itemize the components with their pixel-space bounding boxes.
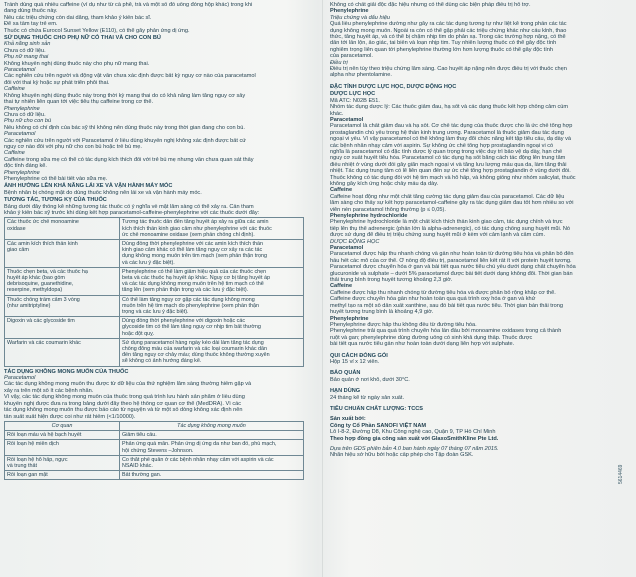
section-heading: TIÊU CHUẨN CHẤT LƯỢNG: TCCS [330, 405, 424, 412]
text-line: Bảo quản ở nơi khô, dưới 30°C. [330, 376, 410, 383]
cell-line: Rối loạn gan mật [7, 472, 48, 479]
text-line: Điều trị nên tùy theo triệu chứng lâm sàng. Cao huyết áp nặng nên được điều trị với thuốc chẹn [330, 66, 567, 73]
table-row [5, 471, 304, 480]
cell-line: Thuốc chẹn beta, và các thuốc hạ [7, 268, 88, 275]
text-line: độc tính đáng kể. [4, 163, 47, 170]
section-heading: DƯỢC LỰC HỌC [330, 91, 376, 98]
text-line: Nhóm tác dụng dược lý: Các thuốc giảm đau, hạ sốt và các dạng thuốc kết hợp chống cảm cúm [330, 104, 569, 111]
text-line: Không có chất giải độc đặc hiệu nhưng có thể dùng các biện pháp điều trị hỗ trợ. [330, 2, 531, 8]
cell-line: Bất thường gan. [122, 472, 162, 479]
table-cell-left [5, 440, 120, 455]
cell-line: tăng lên (xem phần thận trọng và các lưu ý đặc biệt). [122, 287, 249, 294]
text-line: Không khuyến nghị dùng thuốc này trong thời kỳ mang thai do có khả năng làm tăng nguy cơ sảy [4, 92, 246, 99]
spacer [330, 401, 620, 405]
text-line: tần suất xuất hiện được coi như rất hiếm (<1/10000). [4, 413, 136, 420]
table-row [5, 338, 304, 366]
text-line: thức, tăng huyết áp, và có thể bị chậm nhịp tim do phản xạ. Trong các trường hợp nặng, có thể [330, 34, 566, 41]
text-line: Mã ATC: N02B E51. [330, 97, 380, 104]
cell-line: Warfarin và các coumarin khác [7, 339, 81, 346]
left-text-block [4, 2, 314, 216]
text-line: điều nhiệt ở vùng dưới đồi gây giãn mạch ngoại vi và tăng lưu lượng máu qua da, làm tăng thải [330, 161, 567, 168]
cell-line: Rối loạn hệ miễn dịch [7, 441, 59, 448]
text-line: Paracetamol [4, 67, 36, 74]
text-line: Caffeine [330, 283, 353, 290]
text-line: Để xa tầm tay trẻ em. [4, 21, 58, 28]
table-cell-right [120, 240, 304, 268]
text-line: Phụ nữ cho con bú [4, 118, 52, 125]
text-line: DƯỢC ĐỘNG HỌC [330, 238, 380, 245]
text-line: thai tự nhiên liên quan tới việc tiêu thụ caffeine trong cơ thể. [4, 99, 154, 106]
section-heading: HẠN DÙNG [330, 388, 361, 395]
text-line: prostaglandin chủ yếu trong hệ thần kinh trung ương. Paracetamol là thuốc giảm đau tác dụng [330, 129, 564, 136]
text-line: dẫn tới lẫn lộn, ảo giác, tai biến và loạn nhịp tim. Tuy nhiên lượng thuốc có thể gây độc tính [330, 40, 557, 47]
section-heading: SỬ DỤNG THUỐC CHO PHỤ NỮ CÓ THAI VÀ CHO CON BÚ [4, 35, 161, 42]
cell-line: đến tăng nguy cơ chảy máu; dùng thuốc không thường xuyên [122, 352, 270, 359]
text-line: Caffeine [4, 150, 25, 157]
text-line: Các nghiên cứu trên người và động vật vẫn chưa xác định được bất kỳ nguy cơ nào của paracetamol [4, 73, 256, 80]
text-line: Paracetamol được chuyển hóa ở gan và bài tiết qua nước tiểu chủ yếu dưới dạng chất chuyển hóa [330, 264, 576, 271]
text-line: Hộp 15 vỉ x 12 viên. [330, 358, 380, 365]
cell-line: Dùng đồng thời phenylephrine với các amin kích thích thần [122, 241, 264, 248]
text-line: xảy ra trên một số ít các bệnh nhân. [4, 387, 94, 394]
cell-line: glycoside tim có thể làm tăng nguy cơ nhịp tim bất thường [122, 324, 261, 331]
text-line: nghĩa là paracetamol có đặc tính dược lý quan trọng trong việc duy trì bảo vệ dạ dày, hạn chế [330, 148, 563, 155]
text-line: Paracetamol là chất giảm đau và hạ sốt. Cơ chế tác dụng của thuốc được cho là ức chế tổng hợp [330, 123, 573, 130]
text-line: thải trung bình trong huyết tương khoảng 2,3 giờ. [330, 277, 453, 284]
text-line: lâm sàng cho thấy sự kết hợp paracetamol-caffeine gây ra tác dụng giảm đau tốt hơn nhiều so với [330, 200, 574, 207]
cell-line: Rối loạn hệ hô hấp, ngực [7, 456, 68, 463]
table-cell-left [5, 267, 120, 295]
table-cell-right [120, 338, 304, 366]
cell-line: Giảm tiểu cầu. [122, 432, 157, 439]
spacer [330, 365, 620, 369]
table-row [5, 440, 304, 455]
cell-line: oxidase [7, 225, 26, 232]
text-line: Lô I-8-2, Đường D8, Khu Công nghệ cao, Quận 9, TP Hồ Chí Minh [330, 429, 496, 436]
cell-line: reserpine, methyldopa) [7, 287, 63, 294]
text-line: Phenylephrine [4, 105, 40, 112]
text-line: Paracetamol [330, 116, 364, 123]
text-line: khảo ý kiến bác sỹ trước khi dùng kết hợp paracetamol-caffeine-phenylephrine với các thuốc dưới đây: [4, 210, 260, 216]
text-line: Bảng dưới đây thống kê những tương tác thuốc có ý nghĩa về mặt lâm sàng có thể xảy ra. Cần tham [4, 203, 254, 210]
table-cell-left [5, 455, 120, 470]
text-line: được sử dụng để điều trị triệu chứng sung huyết mũi ở kèm với cảm lạnh và cảm cúm. [330, 232, 546, 239]
text-line: alpha như phentolamine. [330, 72, 392, 79]
text-line: glucuronide và sulphate – dưới 5% paracetamol được bài tiết dưới dạng không đổi. Thời gian bán [330, 270, 573, 277]
text-line: đối với thai kỳ hoặc sự phát triển phôi thai. [4, 79, 110, 86]
cell-line: Dùng đồng thời phenylephrine với digoxin hoặc các [122, 318, 246, 325]
text-line: Paracetamol [4, 375, 36, 382]
side-effects-text [4, 369, 314, 420]
text-line: Nếu không có chỉ định của bác sỹ thì không nên dùng thuốc này trong thời gian đang cho con bú. [4, 124, 245, 131]
cell-line: Rối loạn máu và hệ bạch huyết [7, 432, 82, 439]
text-line: Thuốc có chứa Eurocol Sunset Yellow (E110), có thể gây phản ứng dị ứng. [4, 27, 190, 34]
cell-line: sẽ không có ảnh hưởng đáng kể. [122, 358, 202, 365]
right-text-block [330, 2, 620, 459]
spacer [330, 383, 620, 387]
text-line: ngoại vi yếu. Vì vậy paracetamol có thể không làm thay đổi chức năng kết tập tiểu cầu, dạ dày và [330, 136, 572, 143]
spacer [330, 348, 620, 352]
cell-line: Có thể làm tăng nguy cơ gặp các tác dụng không mong [122, 296, 255, 303]
text-line: nguy cơ nào đối với phụ nữ cho con bú hoặc trẻ bú mẹ. [4, 143, 142, 150]
text-line: Nhãn hiệu sở hữu bởi hoặc cấp phép cho Tập đoàn GSK. [330, 452, 474, 459]
cell-line: trọng và các lưu ý đặc biệt). [122, 309, 189, 316]
text-line: Phụ nữ mang thai [4, 54, 49, 61]
cell-line: (như amitriptyline) [7, 302, 51, 309]
text-line: bài tiết qua nước tiểu gần như hoàn toàn dưới dạng liên hợp với sulphate. [330, 341, 515, 348]
table-cell-left [5, 295, 120, 317]
side-effects-table [4, 421, 304, 480]
table-cell-right [120, 455, 304, 470]
section-heading: BẢO QUẢN [330, 370, 361, 377]
cell-line: Phản ứng quá mẫn. Phản ứng dị ứng da như ban đỏ, phù mạch, [122, 441, 277, 448]
text-line: Caffeine được hấp thu nhanh chóng từ đường tiêu hóa và được phân bố rộng khắp cơ thể. [330, 289, 556, 296]
cell-line: muốn trên hệ tim mạch do phenylephrine (xem phần thận [122, 302, 259, 309]
table-cell-right [120, 440, 304, 455]
table-cell-right [120, 431, 304, 440]
cell-line: dụng không mong muốn trên tim mạch (xem phần thận trọng [122, 253, 268, 260]
table-cell-right [120, 218, 304, 240]
table-cell-left [5, 218, 120, 240]
cell-line: debrisoquine, guanethidine, [7, 281, 74, 288]
text-line: Theo hợp đồng gia công sản xuất với GlaxoSmithKline Pte Ltd. [330, 435, 499, 442]
text-line: Không khuyến nghị dùng thuốc này cho phụ nữ mang thai. [4, 60, 150, 67]
table-cell-left [5, 431, 120, 440]
text-line: nguy cơ xuất huyết tiêu hóa. Paracetamol có tác dụng hạ sốt bằng cách tác động lên trung tâm [330, 155, 566, 162]
text-line: tiếp lên thụ thể adrenergic (phần lớn là alpha-adrenergic), có tác dụng chống sung huyết mũi. Nó [330, 225, 570, 232]
text-line: của paracetamol. [330, 53, 373, 60]
text-line: Khả năng sinh sản [4, 41, 51, 48]
text-line: Dựa trên GDS phiên bản 4.0 ban hành ngày 07 tháng 07 năm 2015. [330, 446, 499, 452]
left-column [4, 2, 314, 574]
text-line: Công ty Cổ Phần SANOFI VIỆT NAM [330, 422, 427, 429]
table-row [5, 455, 304, 470]
table-cell-left [5, 471, 120, 480]
text-line: Phenylephrine có thể bài tiết vào sữa mẹ. [4, 175, 108, 182]
table-row [5, 218, 304, 240]
section-heading: ẢNH HƯỞNG LÊN KHẢ NĂNG LÁI XE VÀ VẬN HÀNH MÁY MÓC [4, 183, 173, 190]
text-line: Phenylephrine hydrochloride [330, 213, 408, 219]
table-row [5, 240, 304, 268]
table-cell-left [5, 338, 120, 366]
cell-line: kinh giao cảm khác có thể làm tăng nguy cơ xảy ra các tác [122, 247, 263, 254]
cell-line: Tương tác thuốc dẫn đến tăng huyết áp xảy ra giữa các amin [122, 219, 269, 226]
table-cell-right [120, 295, 304, 317]
text-line: Caffeine [4, 86, 25, 93]
text-line: huyết tương trung bình là khoảng 4,9 giờ. [330, 309, 434, 316]
cell-line: Phenylephrine có thể làm giảm hiệu quả của các thuốc chẹn [122, 268, 267, 275]
header-organ: Cơ quan [5, 421, 120, 430]
side-code: 5614469 [618, 464, 624, 484]
cell-line: Thuốc chống trầm cảm 3 vòng [7, 296, 80, 303]
cell-line: Các amin kích thích thần kinh [7, 241, 78, 248]
text-line: Vì vậy, các tác dụng không mong muốn của thuốc trong quá trình lưu hành sản phẩm ở liều dùng [4, 394, 245, 401]
text-line: Chưa có dữ liệu. [4, 111, 46, 118]
text-line: Điều trị [330, 59, 348, 66]
text-line: Nếu các triệu chứng còn dai dẳng, tham khảo ý kiến bác sĩ. [4, 14, 152, 21]
cell-line: hoặc đột quỵ. [122, 330, 155, 337]
text-line: Bệnh nhân bị chóng mặt do dùng thuốc không nên lái xe và vận hành máy móc. [4, 189, 202, 196]
text-line: nghiêm trọng liên quan tới phenylephrine thường lớn hơn lượng thuốc có thể gây độc tính [330, 46, 553, 53]
text-line: Caffeine trong sữa mẹ có thể có tác dụng kích thích đối với trẻ bú mẹ nhưng vẫn chưa quan sát thấy [4, 156, 254, 163]
table-cell-left [5, 317, 120, 339]
cell-line: và trung thất [7, 462, 37, 469]
text-line: dụng không mong muốn. Ngoài ra còn có thể gặp phải các triệu chứng khác như cáu kỉnh, thao [330, 27, 567, 34]
section-heading: QUI CÁCH ĐÓNG GÓI [330, 352, 388, 359]
text-line: ruột và gan; phenylephrine dùng đường uống có sinh khả dụng thấp. Thuốc được [330, 334, 533, 341]
text-line: Thuốc không có tác dụng đối với hệ tim mạch và hô hấp, và không giống như nhóm salicylat, thuốc [330, 174, 576, 181]
table-cell-right [120, 471, 304, 480]
section-heading: TƯƠNG TÁC, TƯƠNG KỴ CỦA THUỐC [4, 197, 107, 204]
fold-line [322, 0, 323, 577]
text-line: tác dụng không mong muốn thu được báo cáo từ nguyện và từ một số dòng không xác định nên [4, 407, 243, 414]
cell-line: hội chứng Stevens –Johnson. [122, 447, 194, 454]
cell-line: Sử dụng paracetamol hàng ngày kéo dài làm tăng tác dụng [122, 339, 264, 346]
text-line: Phenylephrine hydrochloride là một chất kích thích thần kinh giao cảm, tác dụng chính và trực [330, 219, 563, 226]
text-line: Caffeine hoạt động như một chất tăng cường tác dụng giảm đau của paracetamol. Các dữ liệu [330, 193, 565, 200]
text-line: Phenylephrine được hấp thu không đều từ đường tiêu hóa. [330, 321, 477, 328]
cell-line: Các thuốc ức chế monoamine [7, 219, 79, 226]
text-line: không gây kích ứng hoặc chảy máu dạ dày. [330, 180, 439, 187]
text-line: Quá liều phenylephrine dường như gây ra các tác dụng tương tự như liệt kê trong phần các tác [330, 21, 567, 28]
cell-line: beta và các thuốc hạ huyết áp khác. Nguy cơ bị tăng huyết áp [122, 275, 270, 282]
cell-line: và các lưu ý đặc biệt). [122, 259, 175, 266]
text-line: khuyến nghị được đưa ra trong bảng dưới đây theo hệ thống cơ quan cơ thể (MedDRA). Vì các [4, 400, 242, 407]
text-line: Tránh dùng quá nhiều caffeine (ví dụ như từ cà phê, trà và một số đồ uống đóng hộp khác) trong khi [4, 2, 253, 8]
text-line: Phenylephrine [330, 315, 369, 322]
text-line: các bệnh nhân nhạy cảm với aspirin. Sự không ức chế tổng hợp prostaglandin ngoại vi có [330, 142, 554, 149]
text-line: Paracetamol [330, 245, 364, 252]
text-line: viên nén paracetamol thông thường (p ≤ 0,05). [330, 206, 446, 213]
text-line: khác. [330, 110, 344, 117]
interaction-table [4, 217, 304, 366]
text-line: Chưa có dữ liệu. [4, 47, 46, 54]
cell-line: NSAID khác. [122, 462, 153, 469]
cell-line: chống đông máu của warfarin và các loại coumarin khác dẫn [122, 346, 268, 353]
text-line: Phenylephrine trải qua quá trình chuyển hóa lần đầu bởi monoamine oxidases trong cả thành [330, 328, 562, 335]
text-line: 24 tháng kể từ ngày sản xuất. [330, 394, 405, 401]
text-line: methyl tạo ra một số dẫn xuất xanthine, sau đó bài tiết qua nước tiểu. Thời gian bán thải trong [330, 302, 564, 309]
text-line: Sản xuất bởi: [330, 416, 366, 423]
table-row [5, 431, 304, 440]
right-column [330, 2, 620, 574]
cell-line: giao cảm [7, 247, 29, 254]
table-row [5, 295, 304, 317]
text-line: Caffeine [330, 187, 353, 194]
section-heading: ĐẶC TÍNH DƯỢC LỰC HỌC, DƯỢC ĐỘNG HỌC [330, 83, 457, 90]
text-line: Paracetamol [4, 131, 36, 138]
text-line: Các tác dụng không mong muốn thu được từ dữ liệu của thử nghiệm lâm sàng thường hiếm gặp và [4, 381, 252, 388]
cell-line: ức chế monoamine oxidase (xem phần chống chỉ định). [122, 231, 255, 238]
table-header-row [5, 421, 304, 430]
cell-line: huyết áp khác (bao gồm [7, 275, 65, 282]
text-line: Paracetamol được hấp thu nhanh chóng và gần như hoàn toàn từ đường tiêu hóa và phân bố đến [330, 251, 574, 258]
text-line: Các nghiên cứu trên người với Paracetamol ở liều dùng khuyến nghị không xác định được bất cứ [4, 137, 247, 144]
cell-line: Co thắt phế quản ở các bệnh nhân nhạy cảm với aspirin và các [122, 456, 274, 463]
section-heading: TÁC DỤNG KHÔNG MONG MUỐN CỦA THUỐC [4, 368, 129, 375]
header-effect: Tác dụng không mong muốn [120, 421, 304, 430]
table-row [5, 317, 304, 339]
text-line: Phenylephrine [330, 8, 369, 15]
text-line: Phenylephrine [4, 169, 40, 176]
cell-line: kích thích thần kinh giao cảm như phenylephrine với các thuốc [122, 225, 272, 232]
spacer [330, 79, 620, 83]
text-line: Caffeine được chuyển hóa gần như hoàn toàn qua quá trình oxy hóa ở gan và khử [330, 296, 536, 303]
cell-line: và các tác dụng không mong muốn trên hệ tim mạch có thể [122, 281, 264, 288]
table-row [5, 267, 304, 295]
table-cell-right [120, 317, 304, 339]
table-cell-right [120, 267, 304, 295]
text-line: Triệu chứng và dấu hiệu [330, 14, 391, 21]
text-line: hầu hết các mô của cơ thể. Ở nồng độ điều trị, paracetamol liên kết rất ít với protein huyết tương. [330, 257, 572, 264]
table-cell-left [5, 240, 120, 268]
cell-line: Digoxin và các glycoside tim [7, 318, 75, 325]
text-line: đang dùng thuốc này. [4, 8, 58, 15]
text-line: nhiệt. Tác dụng trung tâm có lẽ liên quan đến sự ức chế tổng hợp prostaglandin ở vùng dưới đồi. [330, 168, 571, 175]
